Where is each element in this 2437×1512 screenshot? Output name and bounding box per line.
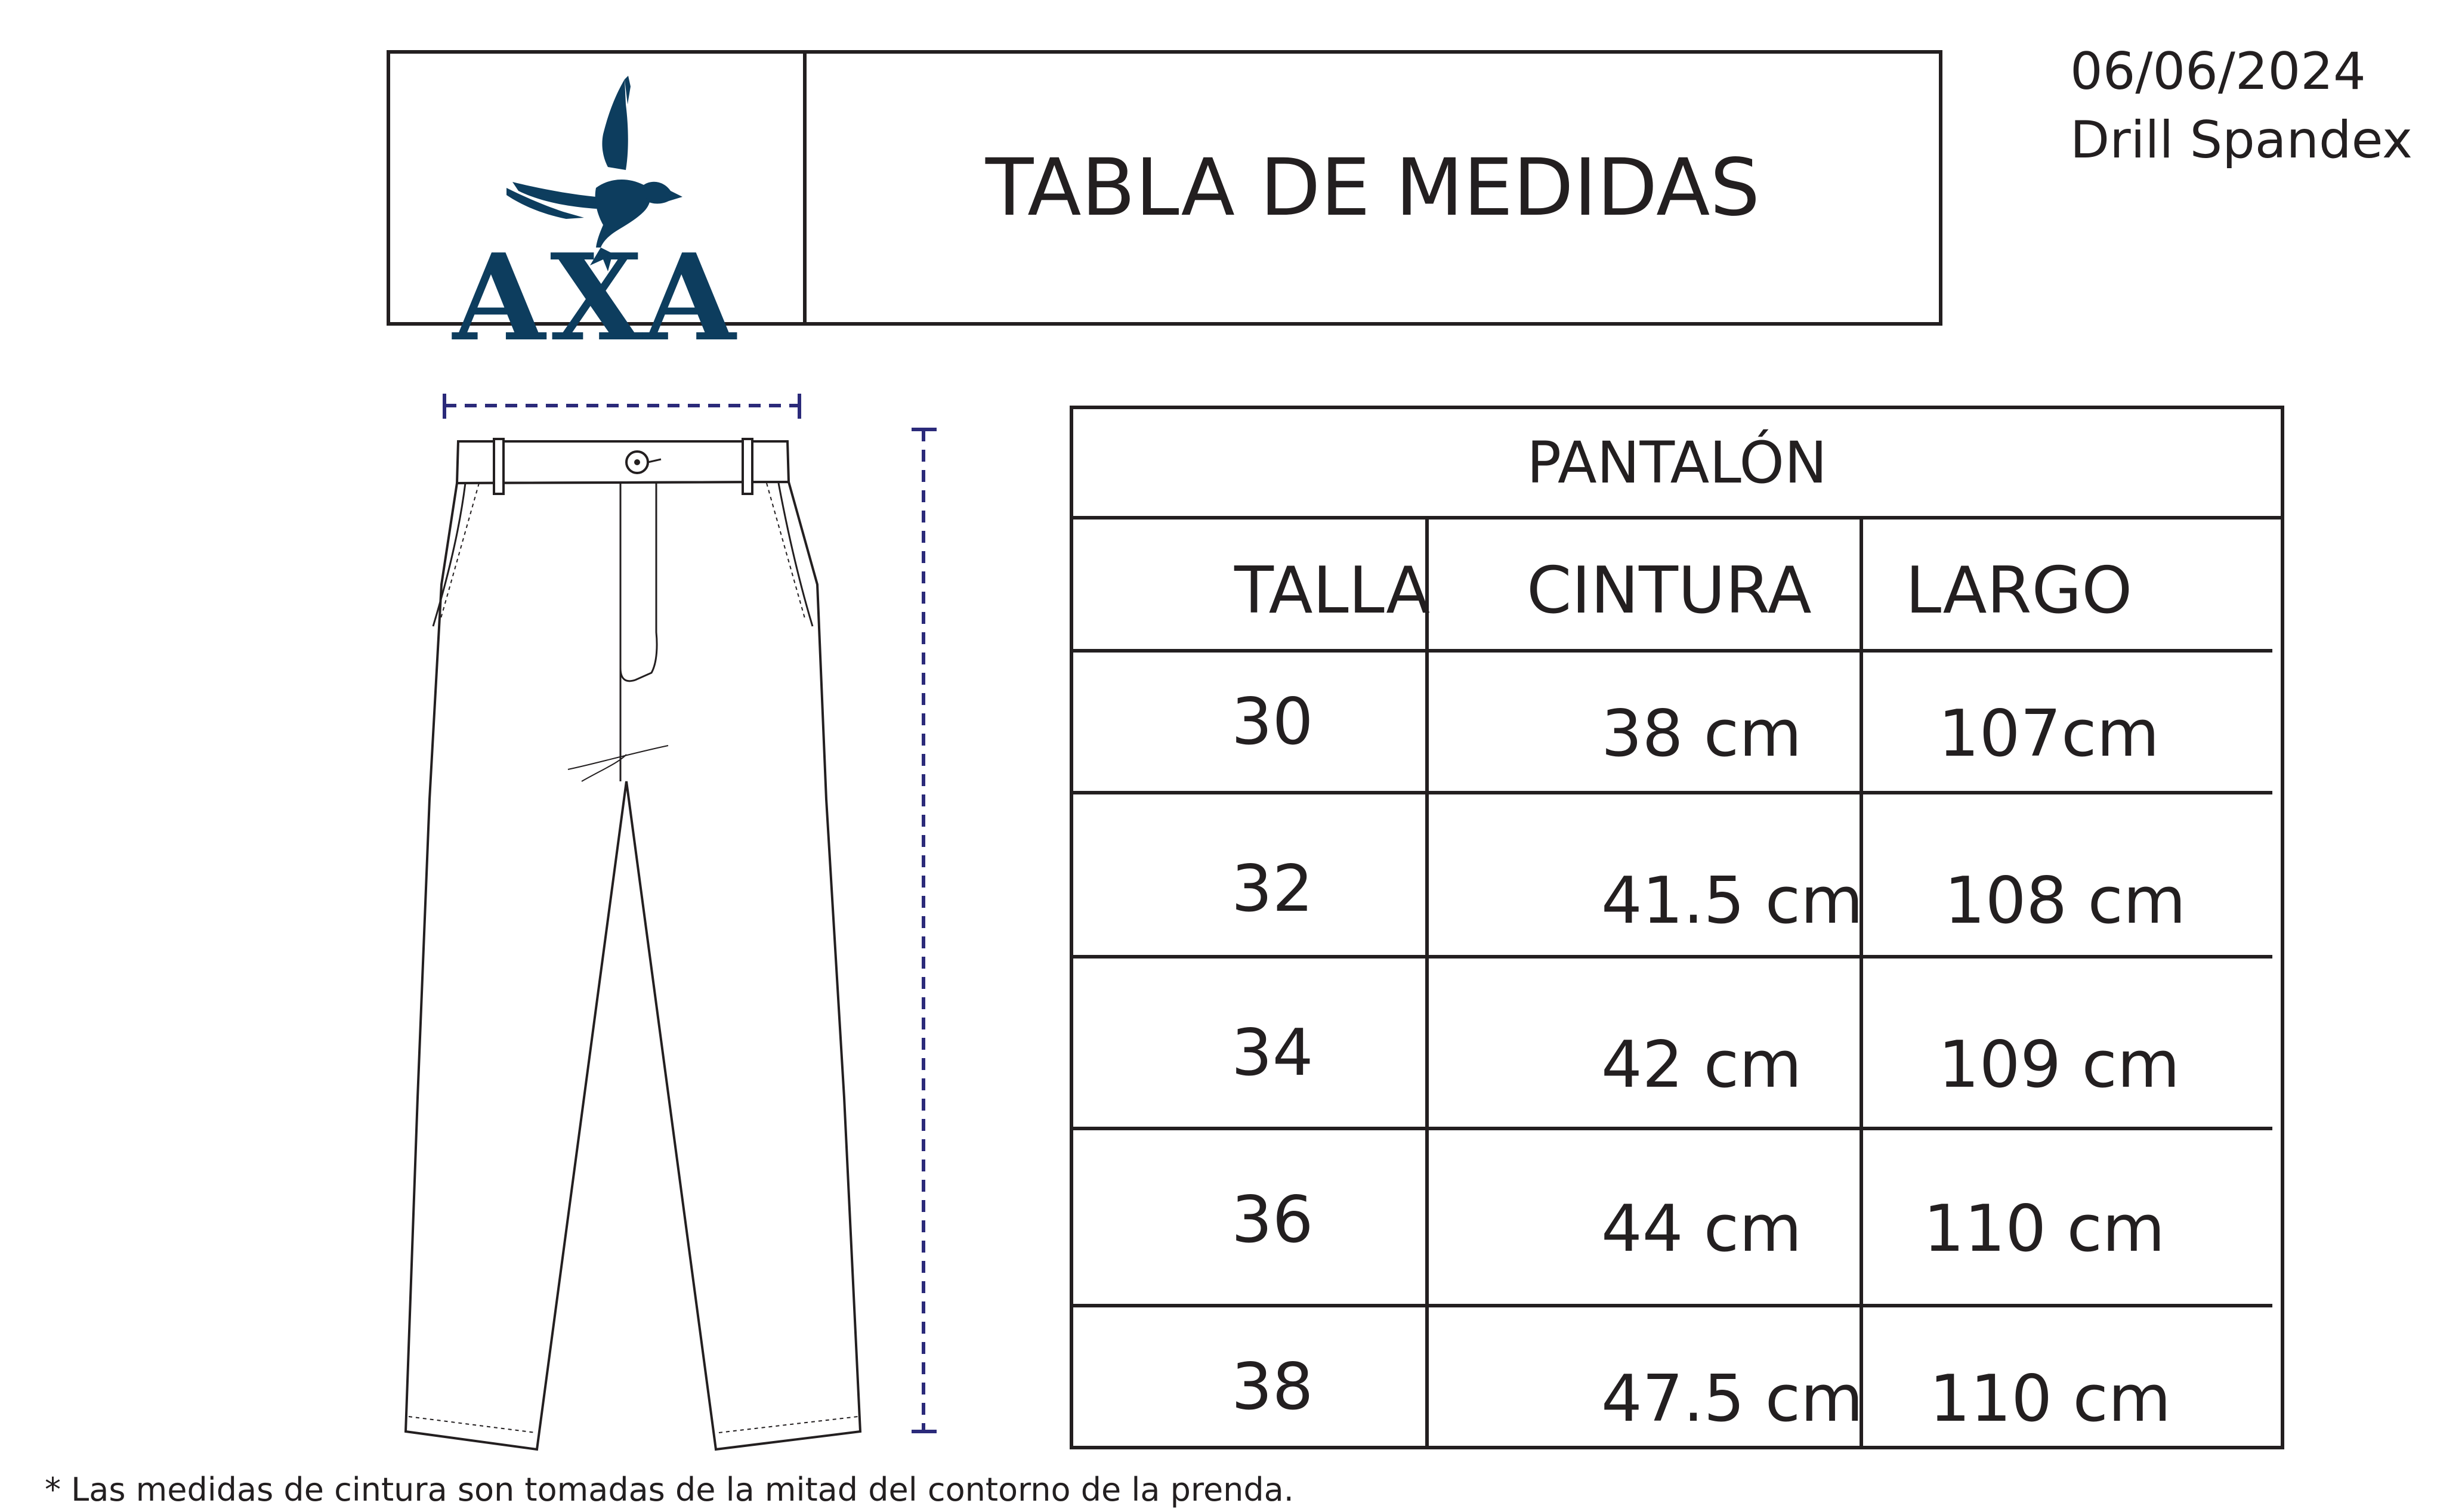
size-table [1070, 406, 2284, 1449]
table-cell-talla: 32 [1231, 852, 1314, 926]
table-cell-talla: 34 [1231, 1016, 1314, 1090]
header-largo: LARGO [1905, 554, 2133, 628]
table-title: PANTALÓN [1073, 409, 2281, 520]
header-box [387, 50, 1942, 368]
table-cell-talla: 38 [1231, 1350, 1314, 1424]
table-cell-largo: 110 cm [1923, 1192, 2166, 1266]
table-cell-cintura: 44 cm [1601, 1192, 1802, 1266]
length-measure-line [912, 429, 937, 1431]
table-cell-largo: 110 cm [1929, 1362, 2172, 1436]
document-date: 06/06/2024 [2070, 42, 2366, 101]
fabric-name: Drill Spandex [2070, 110, 2413, 170]
table-cell-talla: 36 [1231, 1183, 1314, 1257]
table-cell-largo: 108 cm [1944, 864, 2186, 938]
table-cell-cintura: 38 cm [1601, 697, 1802, 771]
document-title: TABLA DE MEDIDAS [985, 142, 1760, 234]
pants-outline [406, 439, 860, 1449]
row-divider [1073, 955, 2272, 958]
table-cell-largo: 109 cm [1938, 1028, 2180, 1102]
table-cell-cintura: 47.5 cm [1601, 1362, 1864, 1436]
table-cell-cintura: 42 cm [1601, 1028, 1802, 1102]
header-talla: TALLA [1234, 554, 1431, 628]
waist-measure-line [444, 394, 799, 419]
header-cintura: CINTURA [1527, 554, 1812, 628]
table-cell-cintura: 41.5 cm [1601, 864, 1864, 938]
table-cell-largo: 107cm [1938, 697, 2160, 771]
row-divider [1073, 791, 2272, 794]
row-divider [1073, 649, 2272, 653]
row-divider [1073, 1127, 2272, 1130]
logo-cell [390, 54, 807, 368]
table-cell-talla: 30 [1231, 685, 1314, 759]
footnote: * Las medidas de cintura son tomadas de la mitad del contorno de la prenda. [45, 1471, 1294, 1508]
brand-name: AXA [452, 228, 741, 368]
pants-diagram [346, 382, 978, 1455]
row-divider [1073, 1304, 2272, 1307]
